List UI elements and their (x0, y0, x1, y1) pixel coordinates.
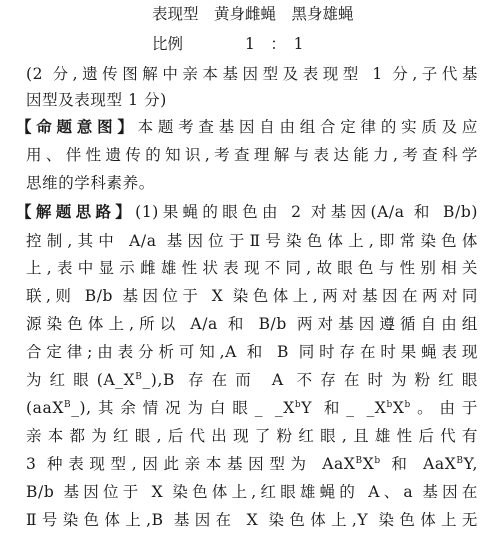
analysis-line-7: 为红眼$(A\_X^B\_),B$ 存在而 A 不存在时为粉红眼 (26, 371, 478, 389)
analysis-line-2: 控制,其中 A/a 基因位于Ⅱ号染色体上,即常染色体 (26, 232, 478, 250)
intent-tag: 【命题意图】 (16, 117, 138, 136)
analysis-line-9: 亲本都为红眼,后代出现了粉红眼,且雄性后代有 (26, 427, 478, 445)
analysis-line-10: 3 种表现型,因此亲本基因型为 $AaX^BX^b$ 和 AaX$^B$Y, (26, 455, 478, 473)
analysis-line-6: 合定律;由表分析可知,A 和 B 同时存在时果蝇表现 (26, 343, 478, 361)
intent-line-3: 思维的学科素养。 (26, 174, 155, 192)
analysis-tag: 【解题思路】 (16, 202, 136, 221)
analysis-line-11: B/b 基因位于 X 染色体上,红眼雄蝇的 A、a 基因在 (26, 483, 478, 501)
score-note-line-1: (2 分,遗传图解中亲本基因型及表现型 1 分,子代基 (26, 65, 478, 83)
table-header-row: 表现型 黄身雌蝇 黑身雄蝇 (152, 5, 354, 23)
analysis-text-1: (1)果蝇的眼色由 2 对基因(A/a 和 B/b) (135, 203, 478, 221)
analysis-line-1 (16, 200, 478, 224)
analysis-line-4: 联,则 B/b 基因位于 X 染色体上,两对基因在两对同 (26, 287, 478, 305)
score-note-line-2: 因型及表现型 1 分) (26, 91, 167, 109)
intent-line-1 (16, 115, 478, 139)
analysis-line-5: 源染色体上,所以 A/a 和 B/b 两对基因遵循自由组 (26, 315, 478, 333)
analysis-line-12: Ⅱ号染色体上,B 基因在 X 染色体上,Y 染色体上无 (26, 511, 478, 529)
intent-text-1: 本题考查基因自由组合定律的实质及应 (137, 118, 478, 136)
analysis-line-8: (aaX$^B$_),其余情况为白眼_ $\_X^bY$ 和_ $\_X^bX^b$。由于 (26, 399, 478, 417)
intent-line-2: 用、伴性遗传的知识,考查理解与表达能力,考查科学 (26, 146, 478, 164)
analysis-line-3: 上,表中显示雌雄性状表现不同,故眼色与性别相关 (26, 259, 478, 277)
table-ratio-row: 比例 1 ： 1 (152, 35, 304, 53)
